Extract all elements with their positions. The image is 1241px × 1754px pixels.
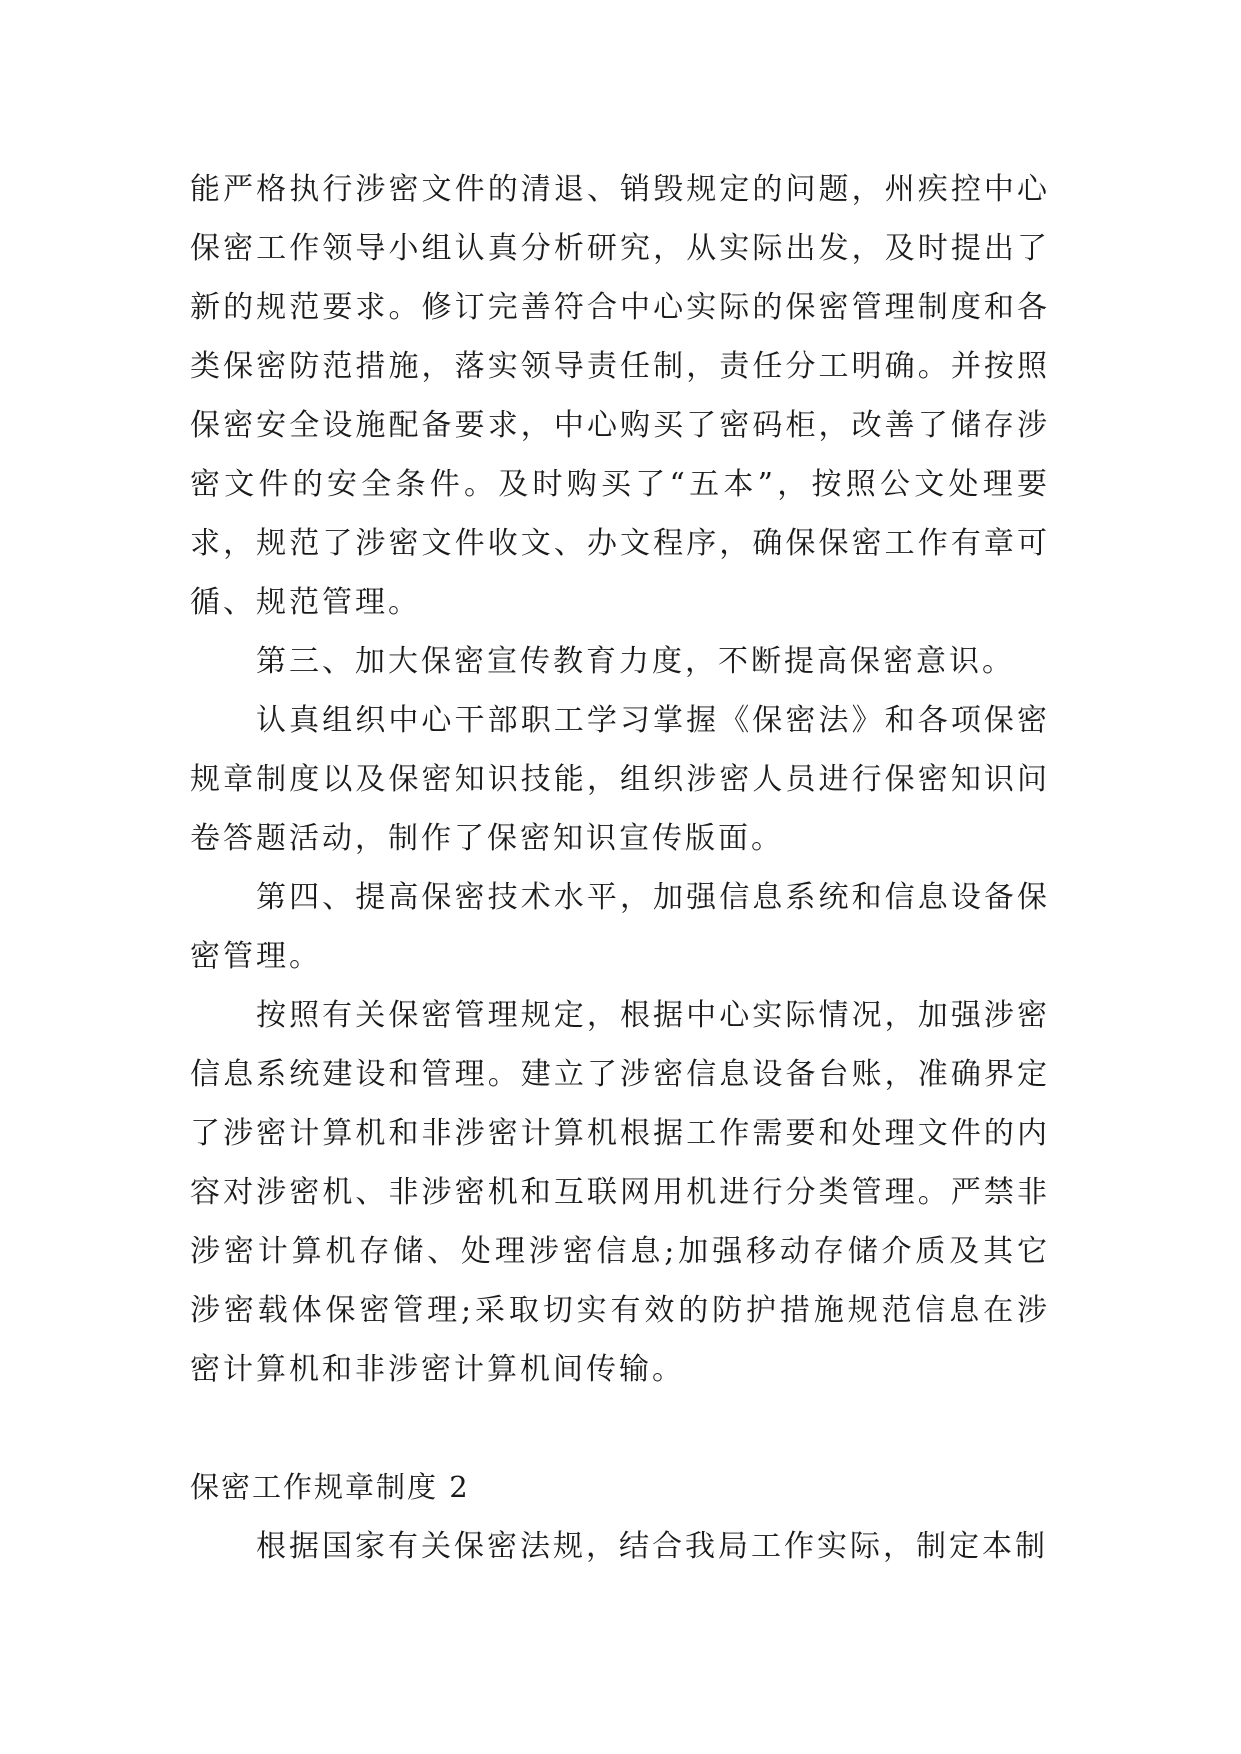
section-title: 保密工作规章制度 2: [190, 1470, 470, 1504]
document-body: [190, 160, 1050, 1576]
section-spacer: [190, 1399, 1050, 1458]
paragraph-information-systems: 按照有关保密管理规定，根据中心实际情况，加强涉密信息系统建设和管理。建立了涉密信息设备台账，准确界定了涉密计算机和非涉密计算机根据工作需要和处理文件的内容对涉密机、非涉密机和互联网用机进行分类管理。严禁非涉密计算机存储、处理涉密信息;加强移动存储介质及其它涉密载体保密管理;采取切实有效的防护措施规范信息在涉密计算机和非涉密计算机间传输。: [190, 998, 1050, 1387]
paragraph-regulation-intro: 根据国家有关保密法规，结合我局工作实际，制定本制: [256, 1529, 1048, 1564]
paragraph-education: 认真组织中心干部职工学习掌握《保密法》和各项保密规章制度以及保密知识技能，组织涉密人员进行保密知识问卷答题活动，制作了保密知识宣传版面。: [190, 703, 1050, 856]
paragraph-section-four-heading: 第四、提高保密技术水平，加强信息系统和信息设备保密管理。: [190, 880, 1050, 974]
paragraph-continuation: 能严格执行涉密文件的清退、销毁规定的问题，州疾控中心保密工作领导小组认真分析研究，从实际出发，及时提出了新的规范要求。修订完善符合中心实际的保密管理制度和各类保密防范措施，落实领导责任制，责任分工明确。并按照保密安全设施配备要求，中心购买了密码柜，改善了储存涉密文件的安全条件。及时购买了“五本”，按照公文处理要求，规范了涉密文件收文、办文程序，确保保密工作有章可循、规范管理。: [190, 172, 1050, 620]
paragraph-section-three-heading: 第三、加大保密宣传教育力度，不断提高保密意识。: [256, 644, 1015, 679]
